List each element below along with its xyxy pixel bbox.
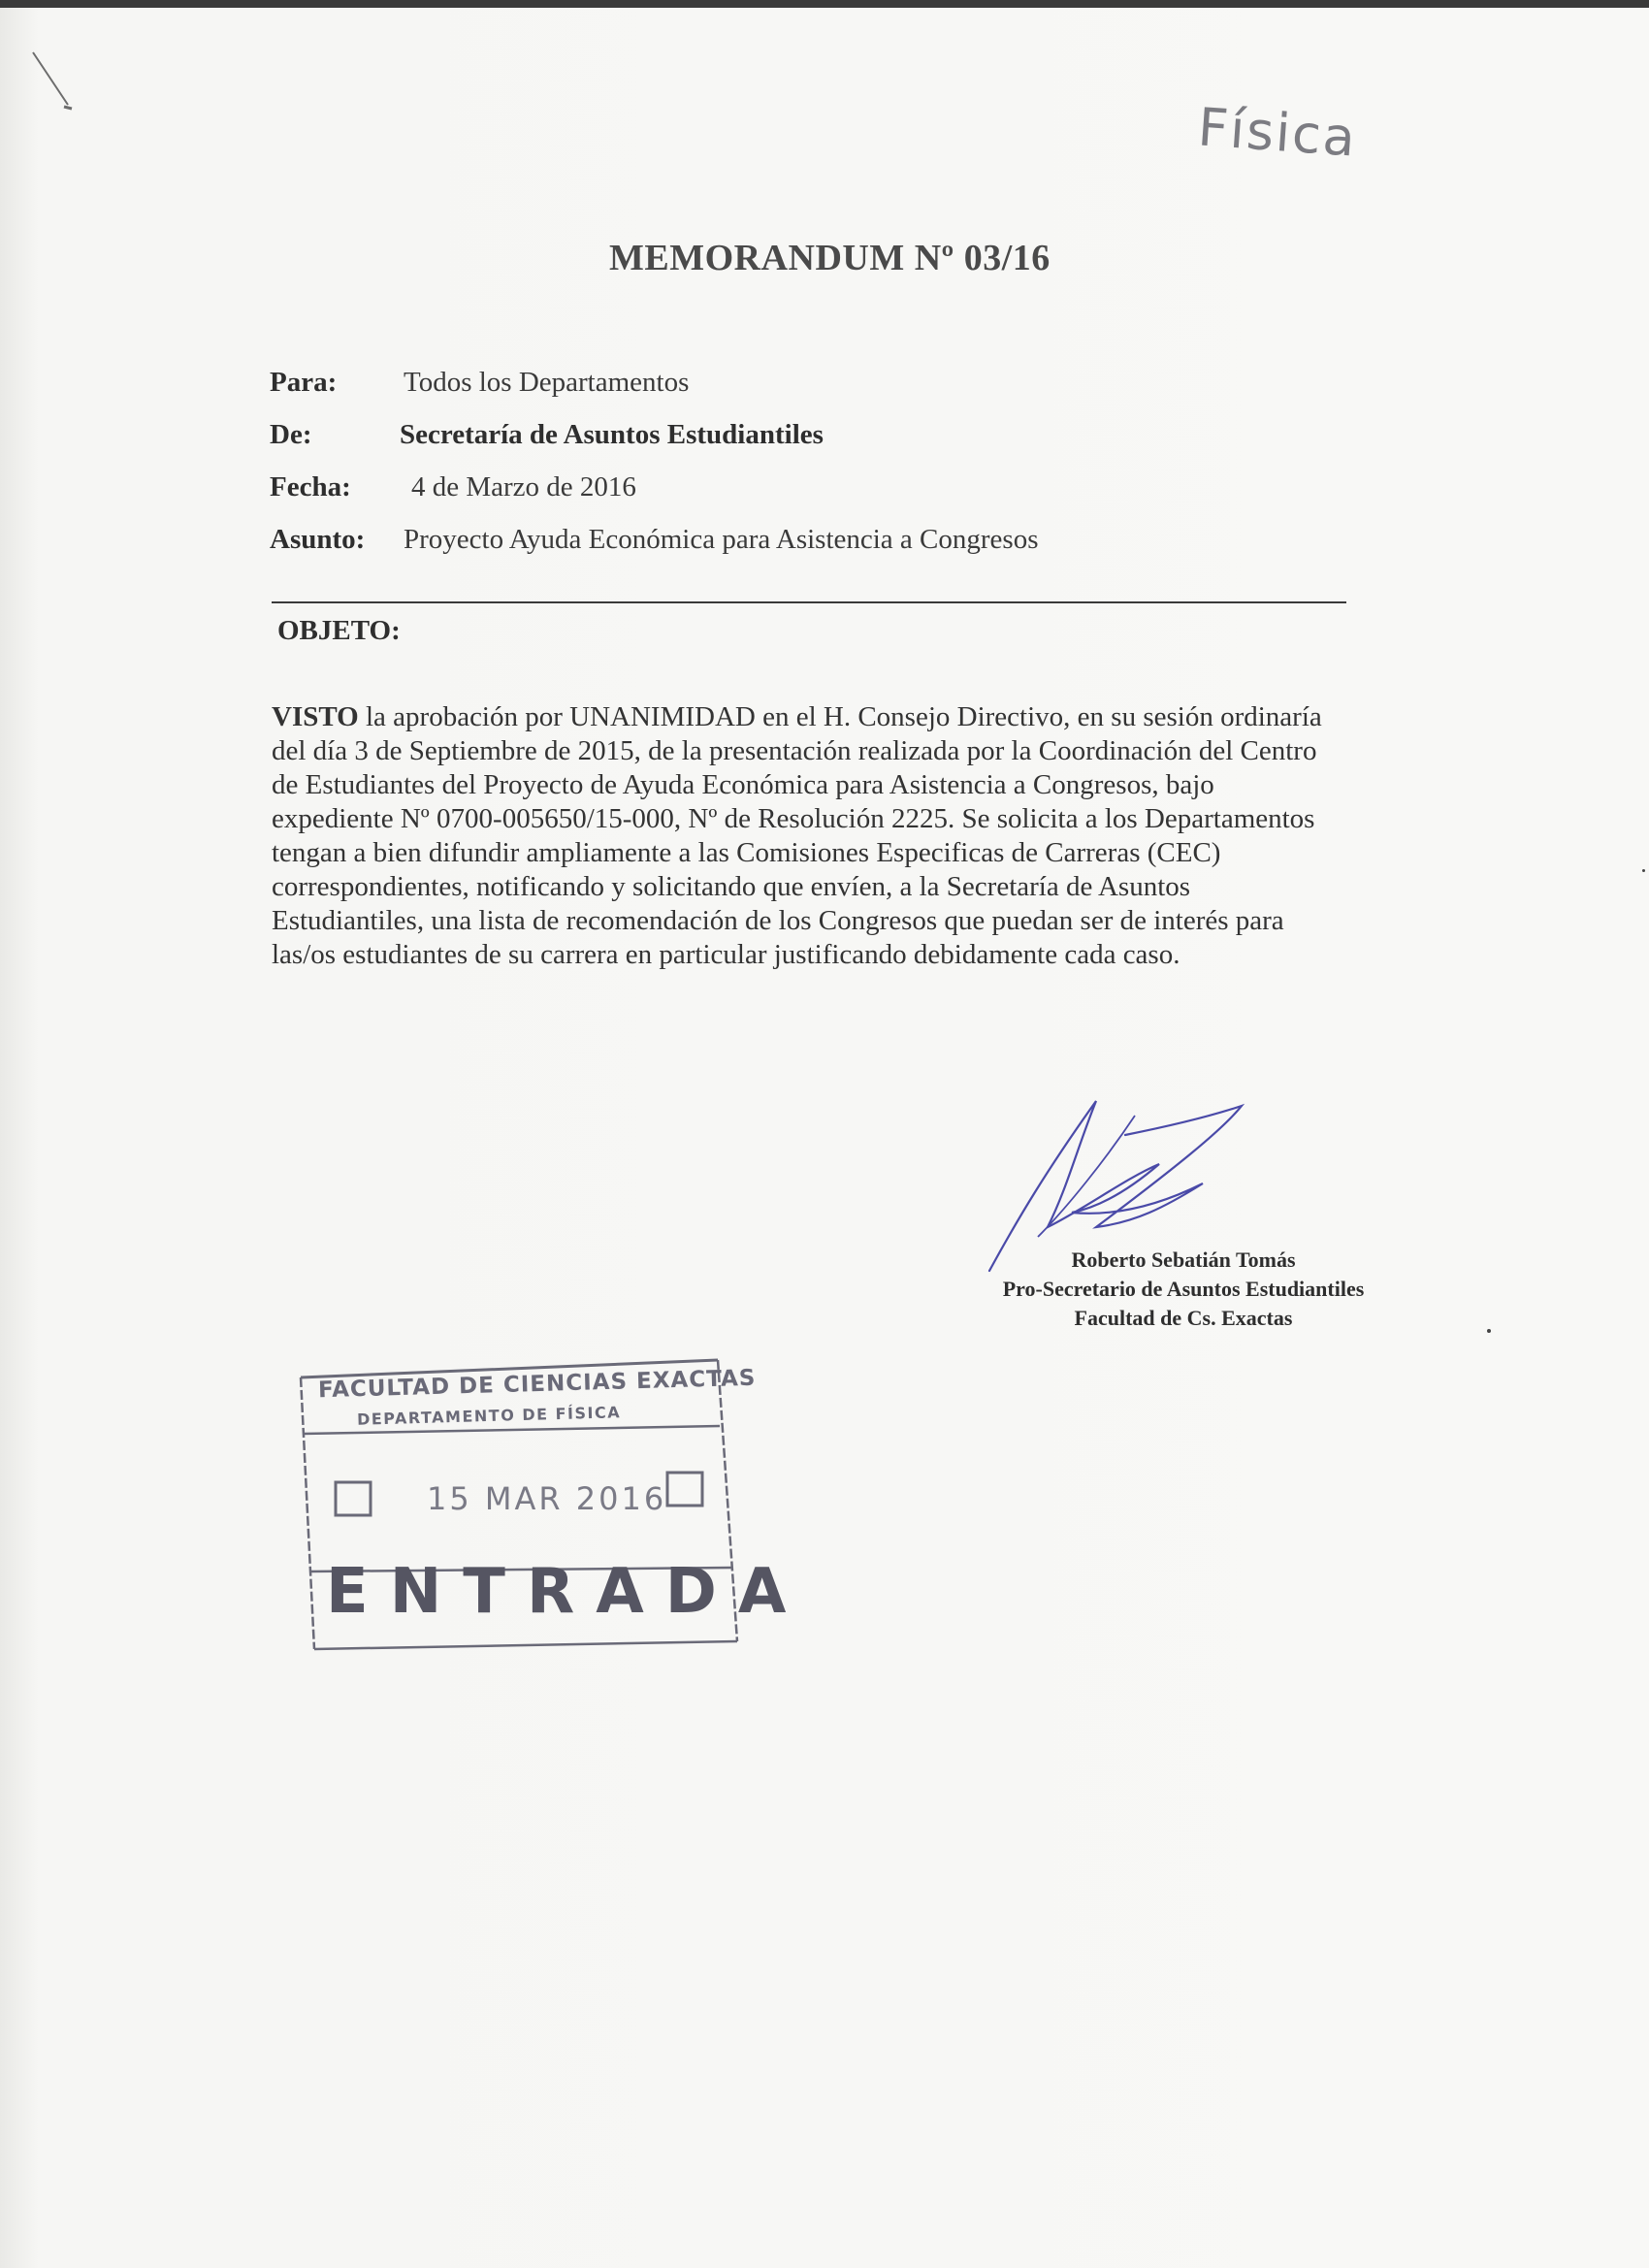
signatory-role: Pro-Secretario de Asuntos Estudiantiles	[1002, 1277, 1365, 1301]
body-line: de Estudiantes del Proyecto de Ayuda Económica para Asistencia a Congresos, bajo	[272, 769, 1214, 800]
stamp-date: 15 MAR 2016	[427, 1480, 667, 1517]
body-line: expediente Nº 0700-005650/15-000, Nº de Resolución 2225. Se solicita a los Departamentos	[272, 803, 1315, 834]
de-label: De:	[270, 419, 312, 450]
para-value: Todos los Departamentos	[404, 367, 690, 398]
body-lead: VISTO	[272, 701, 359, 732]
para-label: Para:	[270, 367, 338, 398]
scan-top-edge	[0, 0, 1649, 8]
staple-mark	[29, 49, 87, 126]
body-line: del día 3 de Septiembre de 2015, de la presentación realizada por la Coordinación del Centro	[272, 735, 1317, 766]
scan-speck	[1642, 869, 1645, 872]
stamp-department: DEPARTAMENTO DE FÍSICA	[356, 1403, 622, 1429]
fecha-value: 4 de Marzo de 2016	[411, 471, 636, 502]
signature-block	[931, 1246, 1436, 1333]
fecha-label: Fecha:	[270, 471, 351, 502]
body-line-text: la aprobación por UNANIMIDAD en el H. Consejo Directivo, en su sesión ordinaría	[358, 701, 1322, 732]
stamp-entrada: ENTRADA	[326, 1556, 808, 1628]
body-line	[272, 700, 1368, 734]
body-line: correspondientes, notificando y solicitando que envíen, a la Secretaría de Asuntos	[272, 871, 1191, 902]
de-value: Secretaría de Asuntos Estudiantiles	[400, 419, 824, 450]
stamp-checkbox-left	[336, 1482, 371, 1515]
signatory-faculty: Facultad de Cs. Exactas	[1074, 1306, 1293, 1330]
header-divider	[272, 601, 1346, 603]
section-heading: OBJETO:	[277, 615, 401, 646]
handwritten-note: Física	[1196, 96, 1359, 169]
signatory-name: Roberto Sebatián Tomás	[1071, 1247, 1296, 1272]
body-line: las/os estudiantes de su carrera en particular justificando debidamente cada caso.	[272, 939, 1180, 970]
stamp-faculty: FACULTAD DE CIENCIAS EXACTAS	[317, 1365, 757, 1404]
memo-title: MEMORANDUM Nº 03/16	[609, 238, 1051, 278]
body-line: Estudiantiles, una lista de recomendación de los Congresos que puedan ser de interés para	[272, 905, 1284, 936]
asunto-value: Proyecto Ayuda Económica para Asistencia a Congresos	[404, 524, 1039, 555]
stamp-checkbox-right	[667, 1473, 702, 1506]
memo-body	[272, 700, 1368, 972]
scan-speck	[1487, 1329, 1491, 1333]
body-line: tengan a bien difundir ampliamente a las Comisiones Especificas de Carreras (CEC)	[272, 837, 1221, 868]
asunto-label: Asunto:	[270, 524, 366, 555]
